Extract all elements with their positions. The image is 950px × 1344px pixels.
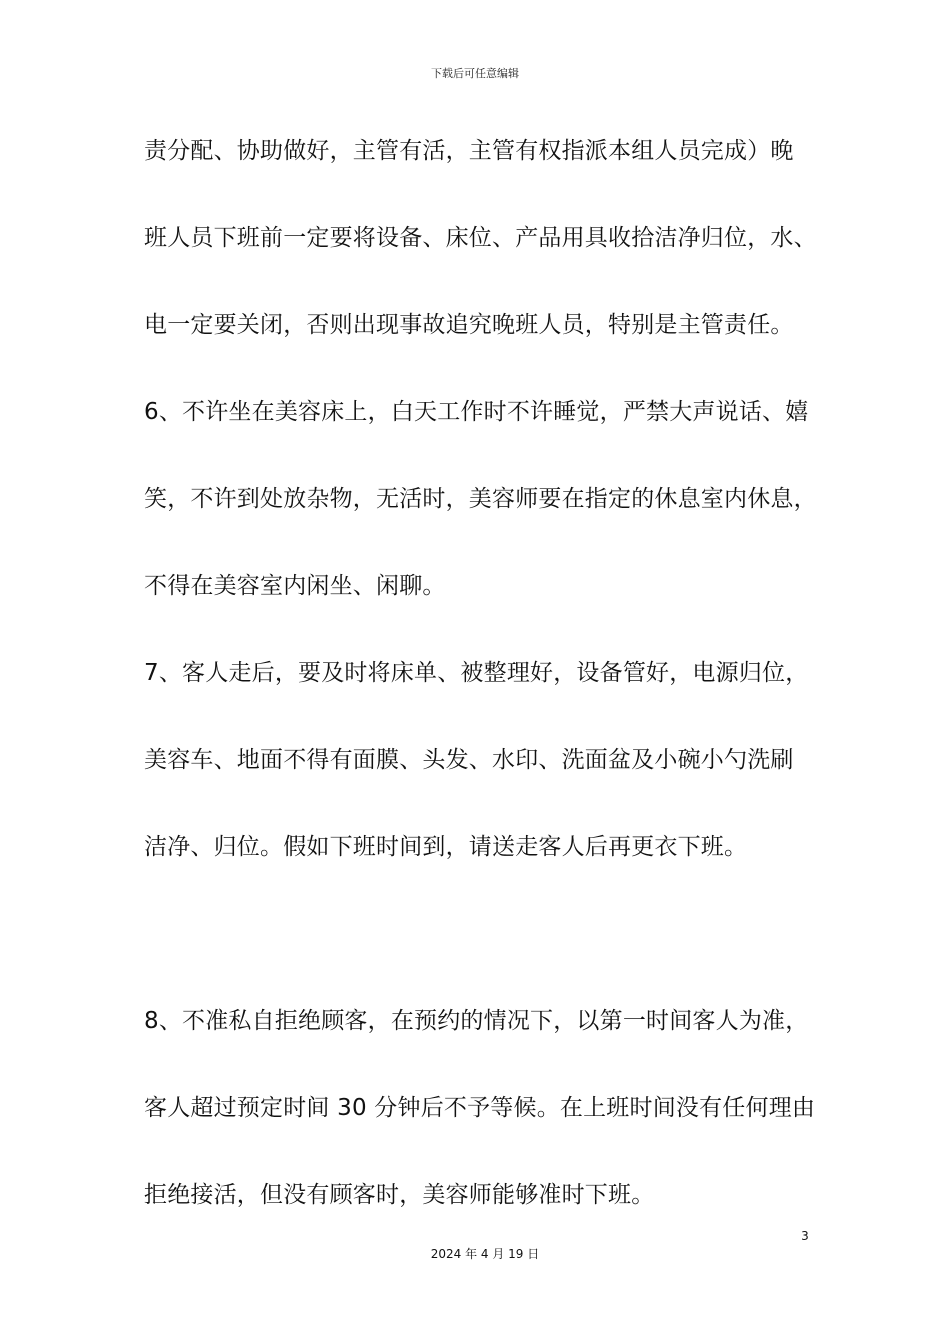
body-line: 7、客人走后，要及时将床单、被整理好，设备管好，电源归位， [144,660,809,686]
body-line: 不得在美容室内闲坐、闲聊。 [144,573,446,599]
body-line: 电一定要关闭，否则出现事故追究晚班人员，特别是主管责任。 [144,312,794,338]
body-line: 洁净、归位。假如下班时间到，请送走客人后再更衣下班。 [144,834,748,860]
body-line: 6、不许坐在美容床上，白天工作时不许睡觉，严禁大声说话、嬉 [144,399,809,425]
document-body [144,128,824,1259]
body-line: 拒绝接活，但没有顾客时，美容师能够准时下班。 [144,1182,655,1208]
body-line: 客人超过预定时间 30 分钟后不予等候。在上班时间没有任何理由 [144,1095,816,1121]
body-line: 8、不准私自拒绝顾客，在预约的情况下，以第一时间客人为准， [144,1008,809,1034]
body-line: 班人员下班前一定要将设备、床位、产品用具收拾洁净归位，水、 [144,225,817,251]
body-line: 笑，不许到处放杂物，无活时，美容师要在指定的休息室内休息， [144,486,817,512]
body-line: 责分配、协助做好，主管有活，主管有权指派本组人员完成）晚 [144,138,794,164]
paragraph-gap [144,911,824,998]
page-header: 下载后可任意编辑 [431,67,519,80]
page-footer-date: 2024 年 4 月 19 日 [430,1247,540,1261]
page-number: 3 [801,1229,809,1243]
body-line: 美容车、地面不得有面膜、头发、水印、洗面盆及小碗小勺洗刷 [144,747,794,773]
